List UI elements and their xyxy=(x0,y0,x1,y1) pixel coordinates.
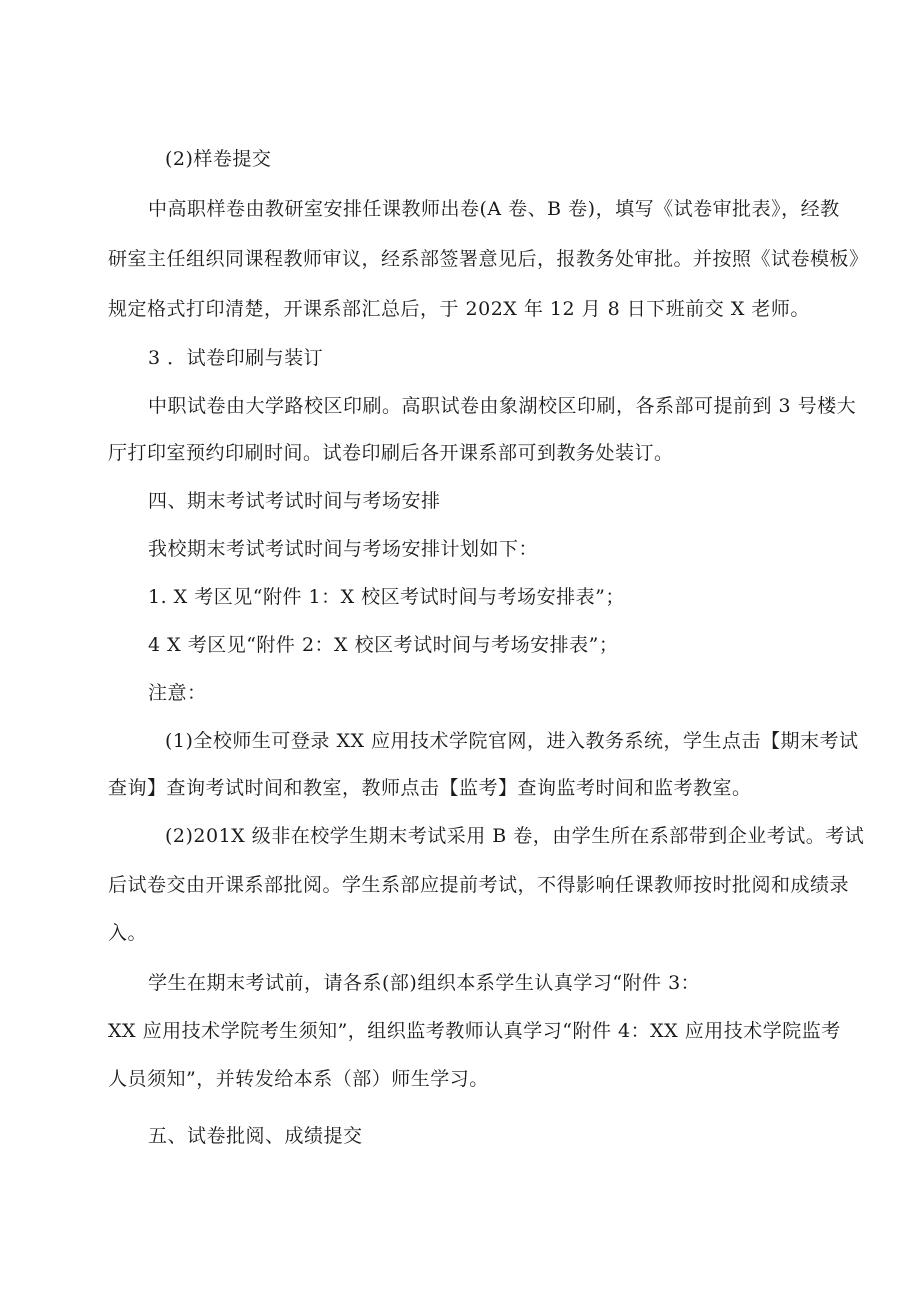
section-heading: 五、试卷批阅、成绩提交 xyxy=(148,1125,363,1147)
paragraph-line: 研室主任组织同课程教师审议，经系部签署意见后，报教务处审批。并按照《试卷模板》 xyxy=(108,248,869,270)
paragraph-line: (1)全校师生可登录 XX 应用技术学院官网，进入教务系统，学生点击【期末考试 xyxy=(165,730,859,752)
section-heading: 四、期末考试考试时间与考场安排 xyxy=(148,490,441,512)
subsection-heading: 3 ．试卷印刷与装订 xyxy=(148,347,324,369)
list-item: 1. X 考区见“附件 1：X 校区考试时间与考场安排表”； xyxy=(148,586,625,608)
paragraph-line: 后试卷交由开课系部批阅。学生系部应提前考试，不得影响任课教师按时批阅和成绩录 xyxy=(108,874,850,896)
paragraph-line: XX 应用技术学院考生须知”，组织监考教师认真学习“附件 4：XX 应用技术学院监考 xyxy=(108,1020,841,1042)
paragraph-line: 查询】查询考试时间和教室，教师点击【监考】查询监考时间和监考教室。 xyxy=(108,777,752,799)
paragraph-line: 入。 xyxy=(108,922,148,944)
subsection-heading: (2)样卷提交 xyxy=(165,148,272,170)
paragraph-line: 人员须知”，并转发给本系（部）师生学习。 xyxy=(108,1068,489,1090)
paragraph-line: 厅打印室预约印刷时间。试卷印刷后各开课系部可到教务处装订。 xyxy=(108,442,674,464)
paragraph-line: 规定格式打印清楚，开课系部汇总后，于 202X 年 12 月 8 日下班前交 X 老师。 xyxy=(108,298,810,320)
paragraph-line: 中职试卷由大学路校区印刷。高职试卷由象湖校区印刷，各系部可提前到 3 号楼大 xyxy=(148,395,857,417)
note-heading: 注意： xyxy=(148,682,207,704)
paragraph-line: 学生在期末考试前，请各系(部)组织本系学生认真学习“附件 3： xyxy=(148,972,701,994)
list-item: 4 X 考区见“附件 2：X 校区考试时间与考场安排表”； xyxy=(148,634,619,656)
paragraph-line: (2)201X 级非在校学生期末考试采用 B 卷，由学生所在系部带到企业考试。考试 xyxy=(165,825,865,847)
paragraph-line: 我校期末考试考试时间与考场安排计划如下： xyxy=(148,538,539,560)
paragraph-line: 中高职样卷由教研室安排任课教师出卷(A 卷、B 卷)，填写《试卷审批表》，经教 xyxy=(148,198,840,220)
